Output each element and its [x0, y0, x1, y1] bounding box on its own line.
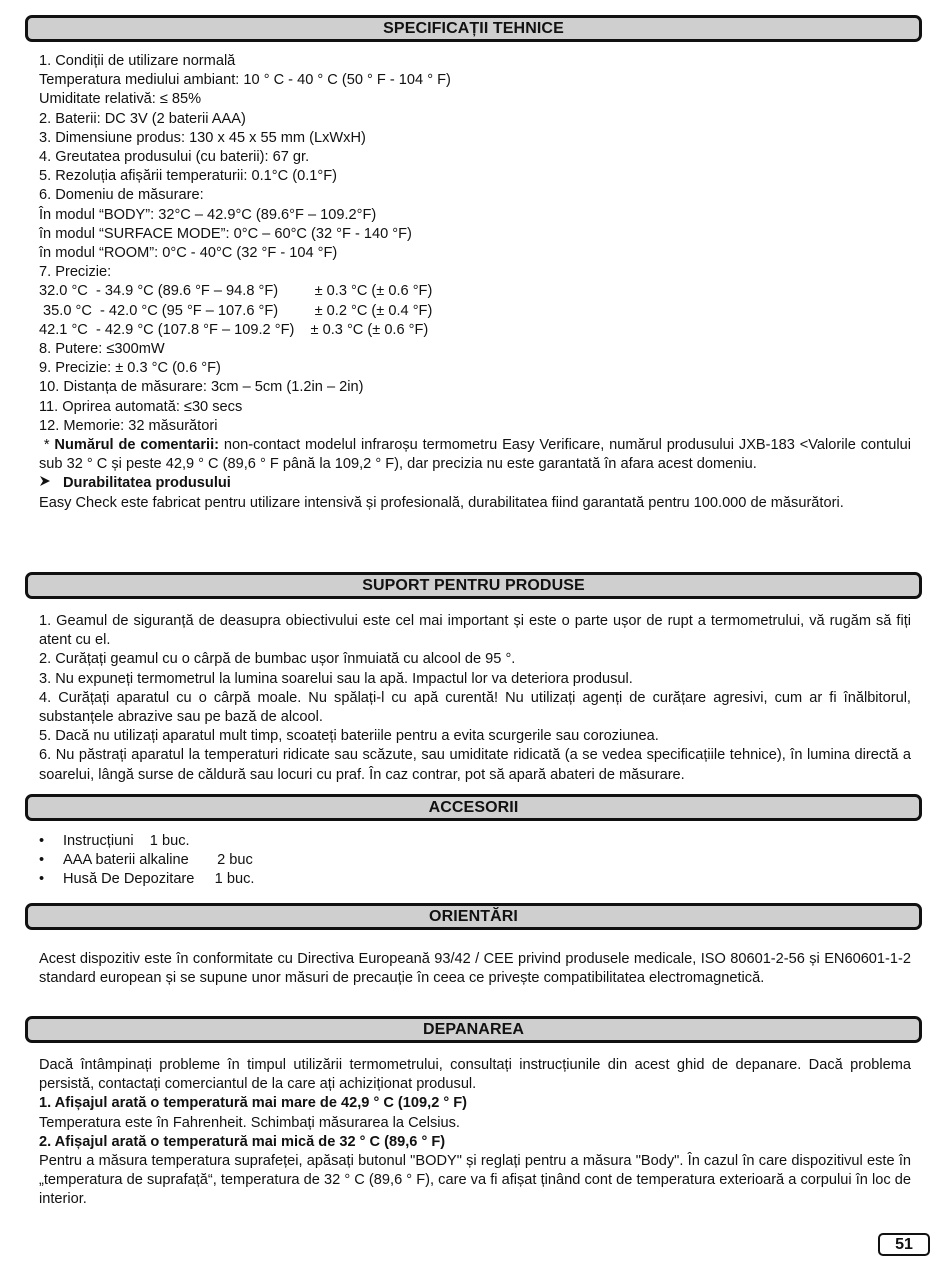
spec-line: 12. Memorie: 32 măsurători	[39, 417, 218, 434]
section-header-guidelines	[25, 903, 922, 930]
guidelines-text: Acest dispozitiv este în conformitate cu Directiva Europeană 93/42 / CEE privind produsele medicale, ISO 80601-2-56 și EN60601-1-2 standard european și se supune unor măsuri de precauție în ceea ce privește compatibilitatea electromagnetică.	[39, 951, 911, 987]
section-header-support	[25, 572, 922, 599]
spec-line: 7. Precizie:	[39, 264, 112, 281]
accessory-label: AAA baterii alkaline 2 buc	[63, 852, 253, 869]
troubleshooting-intro: Dacă întâmpinați probleme în timpul utilizării termometrului, consultați instrucțiunile din acest ghid de depanare. Dacă problema persistă, contactați comerciantul de la care ați achiziționat produsul.	[39, 1057, 911, 1093]
bullet-dot-icon: •	[39, 852, 45, 869]
support-section	[39, 612, 911, 785]
spec-line: în modul “ROOM”: 0°C - 40°C (32 °F - 104 °F)	[39, 245, 338, 262]
bullet-dot-icon: •	[39, 833, 45, 849]
support-item: 5. Dacă nu utilizați aparatul mult timp, scoateți bateriile pentru a evita scurgerile sau coroziunea.	[39, 728, 659, 745]
note-text: non-contact modelul infraroșu termometru Easy Verificare, numărul produsului JXB-183 <Valorile contului sub 32 ° C și peste 42,9 ° C (89,6 ° F până la 109,2 ° F), dar precizia nu este garantată în afara acest domeniu.	[39, 437, 911, 473]
section-title: SUPORT PENTRU PRODUSE	[362, 576, 585, 594]
bullet-dot-icon: •	[39, 871, 45, 888]
section-header-accessories	[25, 794, 922, 821]
spec-line: 32.0 °C - 34.9 °C (89.6 °F – 94.8 °F) ± 0.3 °C (± 0.6 °F)	[39, 283, 433, 300]
durability-title: Durabilitatea produsului	[63, 475, 231, 492]
section-header-troubleshooting	[25, 1016, 922, 1043]
support-item: 4. Curățați aparatul cu o cârpă moale. Nu spălați-l cu apă curentă! Nu utilizați agenți de curățare agresivi, cum ar fi înălbitorul, substanțele abrazive sau pe bază de alcool.	[39, 689, 911, 726]
spec-line: 5. Rezoluția afișării temperaturii: 0.1°C (0.1°F)	[39, 168, 337, 185]
spec-line: 8. Putere: ≤300mW	[39, 341, 165, 358]
section-title: ACCESORII	[428, 798, 519, 816]
section-header-specs	[25, 15, 922, 42]
troubleshooting-answer: Pentru a măsura temperatura suprafeței, apăsați butonul "BODY" și reglați pentru a măsura "Body". În cazul în care dispozitivul este în „temperatura de suprafață“, temperatura de 32 ° C (89,6 ° F), care va fi afișat ținând cont de temperatura exterioară a corpului în loc de interior.	[39, 1153, 911, 1208]
spec-line: 35.0 °C - 42.0 °C (95 °F – 107.6 °F) ± 0.2 °C (± 0.4 °F)	[39, 302, 433, 319]
section-title: ORIENTĂRI	[429, 907, 518, 925]
spec-line: Umiditate relativă: ≤ 85%	[39, 91, 202, 108]
spec-note	[39, 436, 911, 474]
durability-heading	[39, 474, 911, 493]
spec-line: 9. Precizie: ± 0.3 °C (0.6 °F)	[39, 360, 221, 377]
support-item: 6. Nu păstrați aparatul la temperaturi ridicate sau scăzute, sau umiditate ridicată (a se vedea specificațiile tehnice), în lumina directă a soarelui, lângă surse de căldură sau locuri cu praf. În caz contrar, pot să apară abateri de măsurare.	[39, 747, 911, 783]
troubleshooting-answer: Temperatura este în Fahrenheit. Schimbați măsurarea la Celsius.	[39, 1114, 460, 1131]
spec-line: Temperatura mediului ambiant: 10 ° C - 40 ° C (50 ° F - 104 ° F)	[39, 72, 451, 89]
support-item: 1. Geamul de siguranță de deasupra obiectivului este cel mai important și este o parte ușor de rupt a termometrului, vă rugăm să fiți atent cu el.	[39, 613, 911, 649]
spec-line: în modul “SURFACE MODE”: 0°C – 60°C (32 °F - 140 °F)	[39, 225, 412, 242]
support-item: 2. Curățați geamul cu o cârpă de bumbac ușor înmuiată cu alcool de 95 °.	[39, 651, 516, 668]
spec-line: 42.1 °C - 42.9 °C (107.8 °F – 109.2 °F) ± 0.3 °C (± 0.6 °F)	[39, 321, 429, 338]
spec-line: 11. Oprirea automată: ≤30 secs	[39, 398, 243, 415]
section-title: SPECIFICAȚII TEHNICE	[383, 19, 564, 37]
accessory-item	[39, 870, 911, 889]
accessory-label: Husă De Depozitare 1 buc.	[63, 871, 255, 888]
spec-line: În modul “BODY”: 32°C – 42.9°C (89.6°F – 109.2°F)	[39, 206, 377, 223]
spec-line: 4. Greutatea produsului (cu baterii): 67 gr.	[39, 149, 310, 166]
section-title: DEPANAREA	[422, 1020, 525, 1038]
accessory-item	[39, 832, 911, 851]
note-star: *	[39, 437, 55, 454]
specs-section	[39, 52, 911, 513]
troubleshooting-question: 2. Afișajul arată o temperatură mai mică de 32 ° C (89,6 ° F)	[39, 1133, 446, 1150]
guidelines-section	[39, 950, 911, 988]
page-number: 51	[878, 1233, 930, 1256]
arrow-bullet-icon	[39, 474, 63, 493]
note-label: Numărul de comentarii:	[54, 437, 220, 454]
accessory-item	[39, 851, 911, 870]
troubleshooting-section	[39, 1056, 911, 1210]
spec-line: 2. Baterii: DC 3V (2 baterii AAA)	[39, 110, 246, 127]
troubleshooting-question: 1. Afișajul arată o temperatură mai mare de 42,9 ° C (109,2 ° F)	[39, 1095, 468, 1112]
spec-line: 1. Condiții de utilizare normală	[39, 53, 236, 69]
accessories-section	[39, 832, 911, 890]
spec-line: 10. Distanța de măsurare: 3cm – 5cm (1.2in – 2in)	[39, 379, 364, 396]
spec-line: 3. Dimensiune produs: 130 x 45 x 55 mm (LxWxH)	[39, 129, 366, 146]
support-item: 3. Nu expuneți termometrul la lumina soarelui sau la apă. Impactul lor va deteriora produsul.	[39, 670, 633, 687]
durability-text: Easy Check este fabricat pentru utilizare intensivă și profesională, durabilitatea fiind garantată pentru 100.000 de măsurători.	[39, 494, 844, 511]
accessory-label: Instrucțiuni 1 buc.	[63, 833, 190, 849]
spec-line: 6. Domeniu de măsurare:	[39, 187, 204, 204]
